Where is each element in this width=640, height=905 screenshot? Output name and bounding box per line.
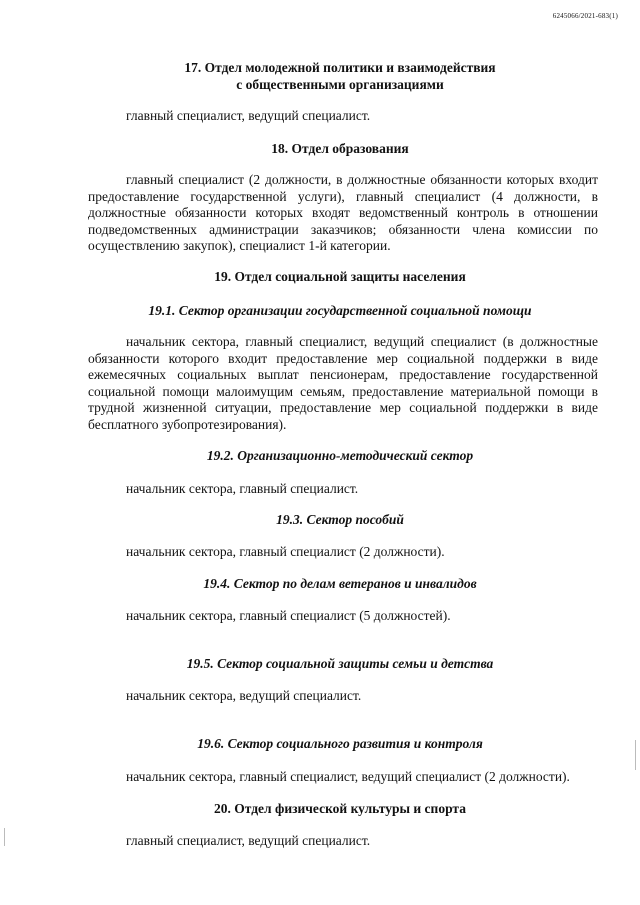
section-17-title-line1: 17. Отдел молодежной политики и взаимодействия <box>184 60 496 75</box>
section-17-text: главный специалист, ведущий специалист. <box>126 108 371 123</box>
section-18-title: 18. Отдел образования <box>271 141 409 156</box>
subsection-19-5-title: 19.5. Сектор социальной защиты семьи и детства <box>186 656 494 671</box>
subsection-19-2-title: 19.2. Организационно-методический сектор <box>206 448 474 463</box>
subsection-19-5-text: начальник сектора, ведущий специалист. <box>126 688 362 703</box>
document-id: 6245066/2021-683(1) <box>552 12 618 20</box>
subsection-19-1-title: 19.1. Сектор организации государственной социальной помощи <box>148 303 532 318</box>
subsection-19-4-title: 19.4. Сектор по делам ветеранов и инвалидов <box>203 576 477 591</box>
section-17-title-line2: с общественными организациями <box>236 77 444 92</box>
subsection-19-3-title: 19.3. Сектор пособий <box>276 512 404 527</box>
subsection-19-1-text: начальник сектора, главный специалист, ведущий специалист (в должностные обязанности которого входит предоставление мер социальной поддержки в виде ежемесячных социальных выплат пенсионерам, предоставление государственной социальной помощи малоимущим семьям, предоставление материальной помощи в трудной жизненной ситуации, предоставление мер социальной поддержки в виде бесплатного зубопротезирования). <box>88 334 598 432</box>
section-19-title: 19. Отдел социальной защиты населения <box>214 269 466 284</box>
scan-edge-mark <box>4 828 5 846</box>
subsection-19-2-text: начальник сектора, главный специалист. <box>126 481 359 496</box>
section-20-text: главный специалист, ведущий специалист. <box>126 833 371 848</box>
section-18-text: главный специалист (2 должности, в должностные обязанности которых входит предоставление государственной услуги), главный специалист (4 должности, в должностные обязанности которых входят ведомственный контроль в отношении подведомственных администрации заказчиков; обязанности члена комиссии по осуществлению закупок), специалист 1-й категории. <box>88 172 598 254</box>
subsection-19-4-text: начальник сектора, главный специалист (5 должностей). <box>126 608 451 623</box>
scan-edge-mark <box>635 740 636 770</box>
subsection-19-6-text: начальник сектора, главный специалист, ведущий специалист (2 должности). <box>126 769 570 784</box>
subsection-19-3-text: начальник сектора, главный специалист (2 должности). <box>126 544 445 559</box>
section-20-title: 20. Отдел физической культуры и спорта <box>214 801 466 816</box>
subsection-19-6-title: 19.6. Сектор социального развития и контроля <box>197 736 483 751</box>
